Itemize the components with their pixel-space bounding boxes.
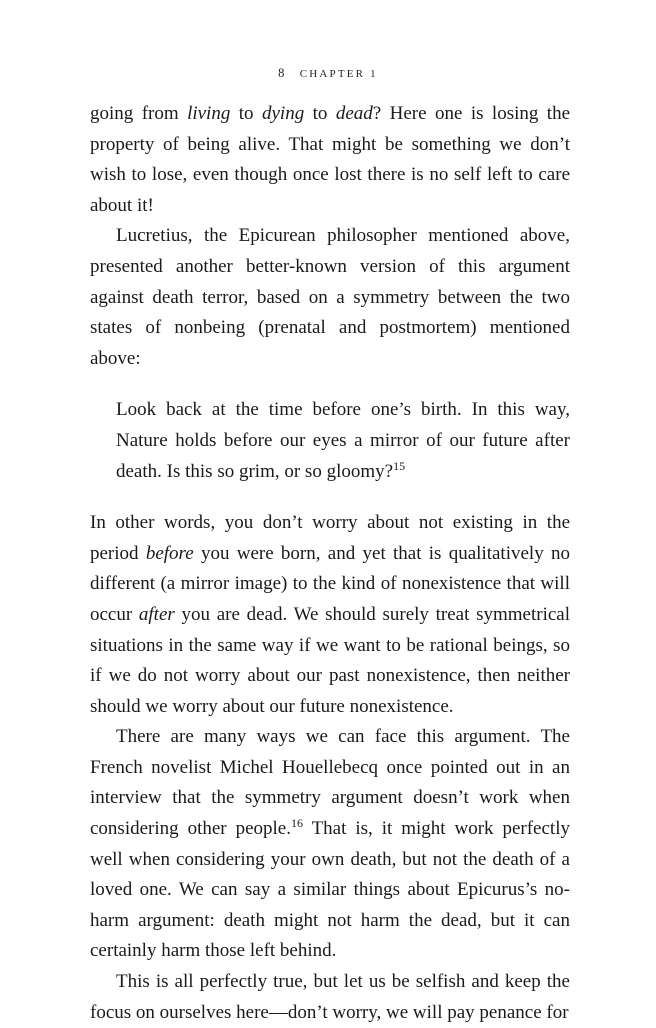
- text-run: to: [304, 103, 336, 124]
- footnote-marker[interactable]: 15: [393, 458, 406, 473]
- text-run: you were born, and yet that is qualitatively no different (a mirror image) to the kind of nonexistence that will occur: [90, 542, 570, 625]
- running-head: [0, 66, 656, 81]
- italic-text: after: [138, 603, 175, 625]
- text-run: to: [230, 103, 262, 124]
- text-run: That is, it might work perfectly well when considering your own death, but not the death of a loved one. We can say a similar things about Epicurus’s no-harm argument: death might not harm the dead, but it can certainly harm those left behind.: [90, 818, 570, 962]
- text-run: This is all perfectly true, but let us be selfish and keep the focus on ourselves here—don’t worry, we will pay penance for: [90, 971, 570, 1023]
- paragraph-lucretius: [90, 221, 570, 374]
- text-run: you are dead. We should surely treat symmetrical situations in the same way if we want to be rational beings, so if we do not worry about our past nonexistence, then neither should we worry about our future nonexistence.: [90, 603, 570, 717]
- italic-text: living: [187, 103, 231, 124]
- text-run: Look back at the time before one’s birth. In this way, Nature holds before our eyes a mirror of our future after death. Is this so grim, or so gloomy?: [116, 399, 570, 482]
- chapter-label: CHAPTER 1: [299, 68, 378, 80]
- text-run: There are many ways we can face this argument. The French novelist Michel Houellebecq once pointed out in an interview that the symmetry argument doesn’t work when considering other people.: [90, 726, 570, 840]
- italic-text: dead: [335, 103, 373, 124]
- footnote-marker[interactable]: 16: [290, 816, 303, 831]
- body-text: [90, 99, 570, 1028]
- paragraph-continued: [90, 99, 570, 221]
- text-run: Lucretius, the Epicurean philosopher mentioned above, presented another better-known version of this argument against death terror, based on a symmetry between the two states of nonbeing (prenatal and postmortem) mentioned above:: [90, 225, 570, 369]
- page-number: 8: [278, 66, 285, 80]
- italic-text: before: [145, 542, 194, 564]
- text-run: going from: [90, 103, 188, 124]
- paragraph-houellebecq: [90, 722, 570, 967]
- text-run: In other words, you don’t worry about not existing in the period: [90, 512, 570, 564]
- paragraph-selfish: [90, 967, 570, 1028]
- block-quote: [116, 395, 570, 487]
- text-run: ? Here one is losing the property of being alive. That might be something we don’t wish to lose, even though once lost there is no self left to care about it!: [90, 103, 571, 216]
- paragraph-in-other-words: [90, 508, 570, 722]
- italic-text: dying: [261, 103, 305, 124]
